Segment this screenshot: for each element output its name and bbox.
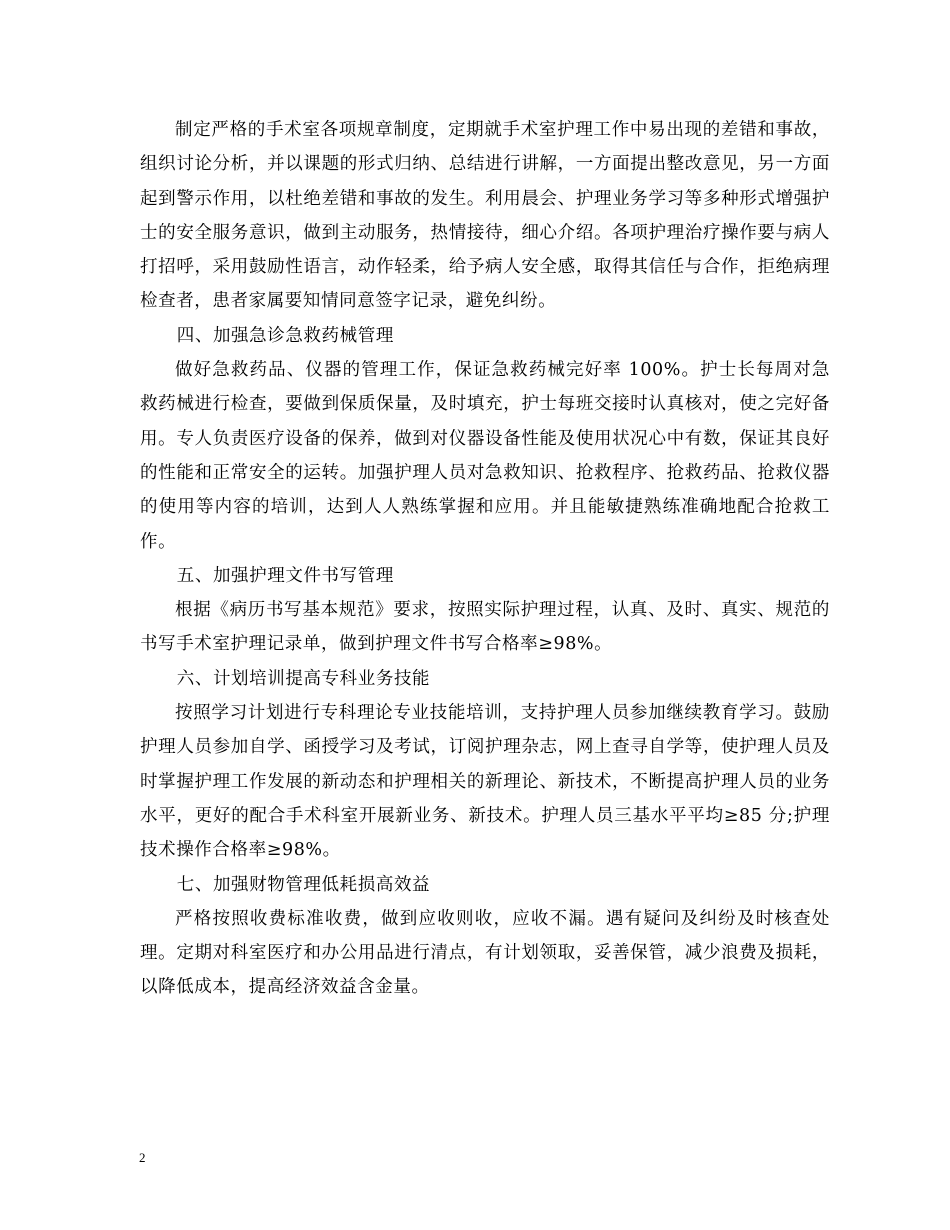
document-body — [140, 113, 830, 1005]
paragraph-emergency-drugs: 做好急救药品、仪器的管理工作，保证急救药械完好率 100%。护士长每周对急救药械进行检查，要做到保质保量，及时填充，护士每班交接时认真核对，使之完好备用。专人负责医疗设备的保养，做到对仪器设备性能及使用状况心中有数，保证其良好的性能和正常安全的运转。加强护理人员对急救知识、抢救程序、抢救药品、抢救仪器的使用等内容的培训，达到人人熟练掌握和应用。并且能敏捷熟练准确地配合抢救工作。 — [140, 360, 830, 552]
heading-nursing-documents: 五、加强护理文件书写管理 — [176, 565, 394, 586]
heading-training: 六、计划培训提高专科业务技能 — [176, 668, 431, 689]
heading-property-management: 七、加强财物管理低耗损高效益 — [176, 874, 431, 895]
page-number: 2 — [139, 1150, 146, 1165]
paragraph-property-management: 严格按照收费标准收费，做到应收则收，应收不漏。遇有疑问及纠纷及时核查处理。定期对科室医疗和办公用品进行清点，有计划领取，妥善保管，减少浪费及损耗，以降低成本，提高经济效益含金量。 — [140, 908, 830, 998]
paragraph-safety-rules: 制定严格的手术室各项规章制度，定期就手术室护理工作中易出现的差错和事故，组织讨论分析，并以课题的形式归纳、总结进行讲解，一方面提出整改意见，另一方面起到警示作用，以杜绝差错和事故的发生。利用晨会、护理业务学习等多种形式增强护士的安全服务意识，做到主动服务，热情接待，细心介绍。各项护理治疗操作要与病人打招呼，采用鼓励性语言，动作轻柔，给予病人安全感，取得其信任与合作，拒绝病理检查者，患者家属要知情同意签字记录，避免纠纷。 — [140, 120, 830, 312]
paragraph-training: 按照学习计划进行专科理论专业技能培训，支持护理人员参加继续教育学习。鼓励护理人员参加自学、函授学习及考试，订阅护理杂志，网上查寻自学等，使护理人员及时掌握护理工作发展的新动态和护理相关的新理论、新技术，不断提高护理人员的业务水平，更好的配合手术科室开展新业务、新技术。护理人员三基水平平均≥85 分;护理技术操作合格率≥98%。 — [140, 703, 830, 861]
paragraph-nursing-documents: 根据《病历书写基本规范》要求，按照实际护理过程，认真、及时、真实、规范的书写手术室护理记录单，做到护理文件书写合格率≥98%。 — [140, 600, 830, 655]
heading-emergency-drugs: 四、加强急诊急救药械管理 — [176, 325, 394, 346]
